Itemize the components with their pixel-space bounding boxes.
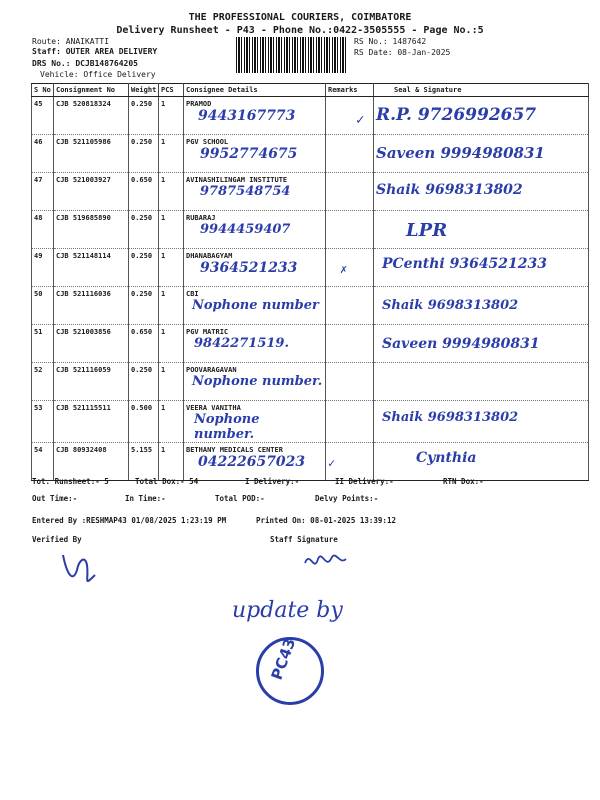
handwritten-signature: Shaik 9698313802 — [376, 182, 523, 198]
in-time: In Time:- — [125, 494, 166, 503]
row-sno: 45 — [32, 97, 54, 135]
table-row — [32, 211, 589, 249]
row-remarks — [326, 325, 374, 363]
table-row — [32, 97, 589, 135]
handwritten-phone: 9944459407 — [200, 222, 291, 237]
handwritten-signature: Cynthia — [416, 450, 477, 466]
stamp-text: PC43 — [267, 635, 300, 683]
table-row — [32, 401, 589, 443]
row-consignee — [184, 249, 326, 287]
row-remarks — [326, 401, 374, 443]
handwritten-phone: Nophone number. — [194, 412, 260, 442]
printed-on: Printed On: 08-01-2025 13:39:12 — [256, 516, 396, 525]
row-pcs: 1 — [159, 135, 184, 173]
handwritten-signature: Saveen 9994980831 — [382, 336, 540, 352]
tick-mark: ✓ — [356, 112, 365, 128]
rs-number: RS No.: 1487642 — [354, 37, 427, 46]
consignee-name: VEERA VANITHA — [186, 404, 241, 412]
row-pcs: 1 — [159, 363, 184, 401]
row-consignee — [184, 97, 326, 135]
row-weight: 0.250 — [129, 135, 159, 173]
row-pcs: 1 — [159, 325, 184, 363]
row-sno: 51 — [32, 325, 54, 363]
entered-by: Entered By :RESHMAP43 01/08/2025 1:23:19 PM — [32, 516, 227, 525]
row-weight: 0.250 — [129, 363, 159, 401]
vehicle-label: Vehicle: Office Delivery — [40, 70, 156, 79]
row-weight: 0.250 — [129, 249, 159, 287]
row-consignee — [184, 401, 326, 443]
ii-delivery: II Delivery:- — [335, 477, 394, 486]
row-sno: 54 — [32, 443, 54, 481]
row-signature — [374, 325, 589, 363]
consignee-name: DHANABAGYAM — [186, 252, 233, 260]
row-signature — [374, 173, 589, 211]
handwritten-phone: Nophone number — [192, 298, 319, 313]
table-row — [32, 325, 589, 363]
col-signature: Seal & Signature — [374, 84, 589, 97]
handwritten-phone: 9364521233 — [200, 260, 298, 276]
row-pcs: 1 — [159, 287, 184, 325]
row-consignment: CJB 521003856 — [54, 325, 129, 363]
table-row — [32, 443, 589, 481]
staff-label: Staff: OUTER AREA DELIVERY — [32, 47, 158, 56]
row-consignee — [184, 443, 326, 481]
row-pcs: 1 — [159, 173, 184, 211]
row-consignment: CJB 521105986 — [54, 135, 129, 173]
row-signature — [374, 287, 589, 325]
row-sno: 48 — [32, 211, 54, 249]
row-consignee — [184, 363, 326, 401]
col-remarks: Remarks — [326, 84, 374, 97]
table-row — [32, 249, 589, 287]
handwritten-signature: PCenthi 9364521233 — [382, 256, 548, 272]
row-pcs: 1 — [159, 211, 184, 249]
row-signature — [374, 401, 589, 443]
tick-mark: ✓ — [328, 456, 336, 470]
row-signature — [374, 249, 589, 287]
rtn-dox: RTN Dox:- — [443, 477, 484, 486]
row-consignment: CJB 520818324 — [54, 97, 129, 135]
handwritten-signature: Shaik 9698313802 — [382, 410, 519, 425]
row-signature — [374, 135, 589, 173]
handwritten-phone: 9952774675 — [200, 146, 298, 162]
update-note: update by — [232, 598, 343, 623]
consignee-name: PGV SCHOOL — [186, 138, 229, 146]
table-row — [32, 363, 589, 401]
row-sno: 52 — [32, 363, 54, 401]
row-remarks — [326, 443, 374, 481]
row-signature — [374, 443, 589, 481]
route-label: Route: ANAIKATTI — [32, 37, 110, 46]
row-consignee — [184, 135, 326, 173]
consignee-name: PGV MATRIC — [186, 328, 229, 336]
row-pcs: 1 — [159, 97, 184, 135]
row-weight: 0.250 — [129, 287, 159, 325]
handwritten-signature: LPR — [406, 220, 448, 241]
row-sno: 53 — [32, 401, 54, 443]
handwritten-signature: R.P. 9726992657 — [376, 105, 537, 125]
cross-mark: ✗ — [340, 262, 348, 276]
row-signature — [374, 363, 589, 401]
row-pcs: 1 — [159, 443, 184, 481]
consignee-name: BETHANY MEDICALS CENTER — [186, 446, 283, 454]
verified-signature-scribble — [55, 545, 115, 590]
row-consignment: CJB 521003927 — [54, 173, 129, 211]
row-signature — [374, 97, 589, 135]
handwritten-phone: Nophone number. — [192, 374, 323, 389]
table-row — [32, 135, 589, 173]
row-remarks — [326, 363, 374, 401]
row-consignee — [184, 325, 326, 363]
row-weight: 5.155 — [129, 443, 159, 481]
handwritten-phone: 9787548754 — [200, 184, 291, 199]
row-pcs: 1 — [159, 401, 184, 443]
row-weight: 0.250 — [129, 97, 159, 135]
row-consignment: CJB 521116036 — [54, 287, 129, 325]
row-signature — [374, 211, 589, 249]
col-sno: S No — [32, 84, 54, 97]
row-sno: 47 — [32, 173, 54, 211]
handwritten-phone: 04222657023 — [198, 454, 306, 470]
row-pcs: 1 — [159, 249, 184, 287]
consignee-name: AVINASHILINGAM INSTITUTE — [186, 176, 288, 184]
table-row — [32, 287, 589, 325]
table-row — [32, 173, 589, 211]
row-remarks — [326, 211, 374, 249]
row-weight: 0.250 — [129, 211, 159, 249]
barcode — [236, 37, 346, 73]
consignee-name: PRAMOD — [186, 100, 212, 108]
rs-date: RS Date: 08-Jan-2025 — [354, 48, 451, 57]
col-pcs: PCS — [159, 84, 184, 97]
row-sno: 50 — [32, 287, 54, 325]
row-consignment: CJB 519685890 — [54, 211, 129, 249]
row-remarks — [326, 135, 374, 173]
row-consignment: CJB 521116059 — [54, 363, 129, 401]
row-consignee — [184, 287, 326, 325]
tot-runsheet: Tot. Runsheet:- 5 — [32, 477, 109, 486]
col-consignment: Consignment No — [54, 84, 129, 97]
total-pod: Total POD:- — [215, 494, 265, 503]
row-remarks — [326, 249, 374, 287]
row-weight: 0.500 — [129, 401, 159, 443]
row-sno: 49 — [32, 249, 54, 287]
row-consignment: CJB 80932408 — [54, 443, 129, 481]
company-title: THE PROFESSIONAL COURIERS, COIMBATORE — [188, 12, 412, 23]
runsheet-subtitle: Delivery Runsheet - P43 - Phone No.:0422-3505555 - Page No.:5 — [116, 25, 484, 36]
runsheet-table — [31, 83, 589, 481]
handwritten-phone: 9443167773 — [198, 108, 296, 124]
col-weight: Weight — [129, 84, 159, 97]
consignee-name: CBI — [186, 290, 199, 298]
total-dox: Total Dox:- 54 — [135, 477, 199, 486]
row-sno: 46 — [32, 135, 54, 173]
consignee-name: RUBARAJ — [186, 214, 216, 222]
out-time: Out Time:- — [32, 494, 78, 503]
verified-by: Verified By — [32, 535, 82, 544]
row-weight: 0.650 — [129, 173, 159, 211]
col-consignee: Consignee Details — [184, 84, 326, 97]
handwritten-signature: Saveen 9994980831 — [376, 144, 545, 162]
i-delivery: I Delivery:- — [245, 477, 300, 486]
row-weight: 0.650 — [129, 325, 159, 363]
handwritten-phone: 9842271519. — [194, 336, 289, 351]
table-header-row — [32, 84, 589, 97]
row-consignee — [184, 173, 326, 211]
row-remarks — [326, 173, 374, 211]
row-remarks — [326, 97, 374, 135]
delvy-points: Delvy Points:- — [315, 494, 379, 503]
row-consignee — [184, 211, 326, 249]
drs-number: DRS No.: DCJB148764205 — [32, 59, 138, 68]
consignee-name: POOVARAGAVAN — [186, 366, 237, 374]
row-remarks — [326, 287, 374, 325]
row-consignment: CJB 521148114 — [54, 249, 129, 287]
handwritten-signature: Shaik 9698313802 — [382, 298, 519, 313]
staff-signature-label: Staff Signature — [270, 535, 338, 544]
staff-signature-scribble — [300, 545, 350, 575]
row-consignment: CJB 521115511 — [54, 401, 129, 443]
